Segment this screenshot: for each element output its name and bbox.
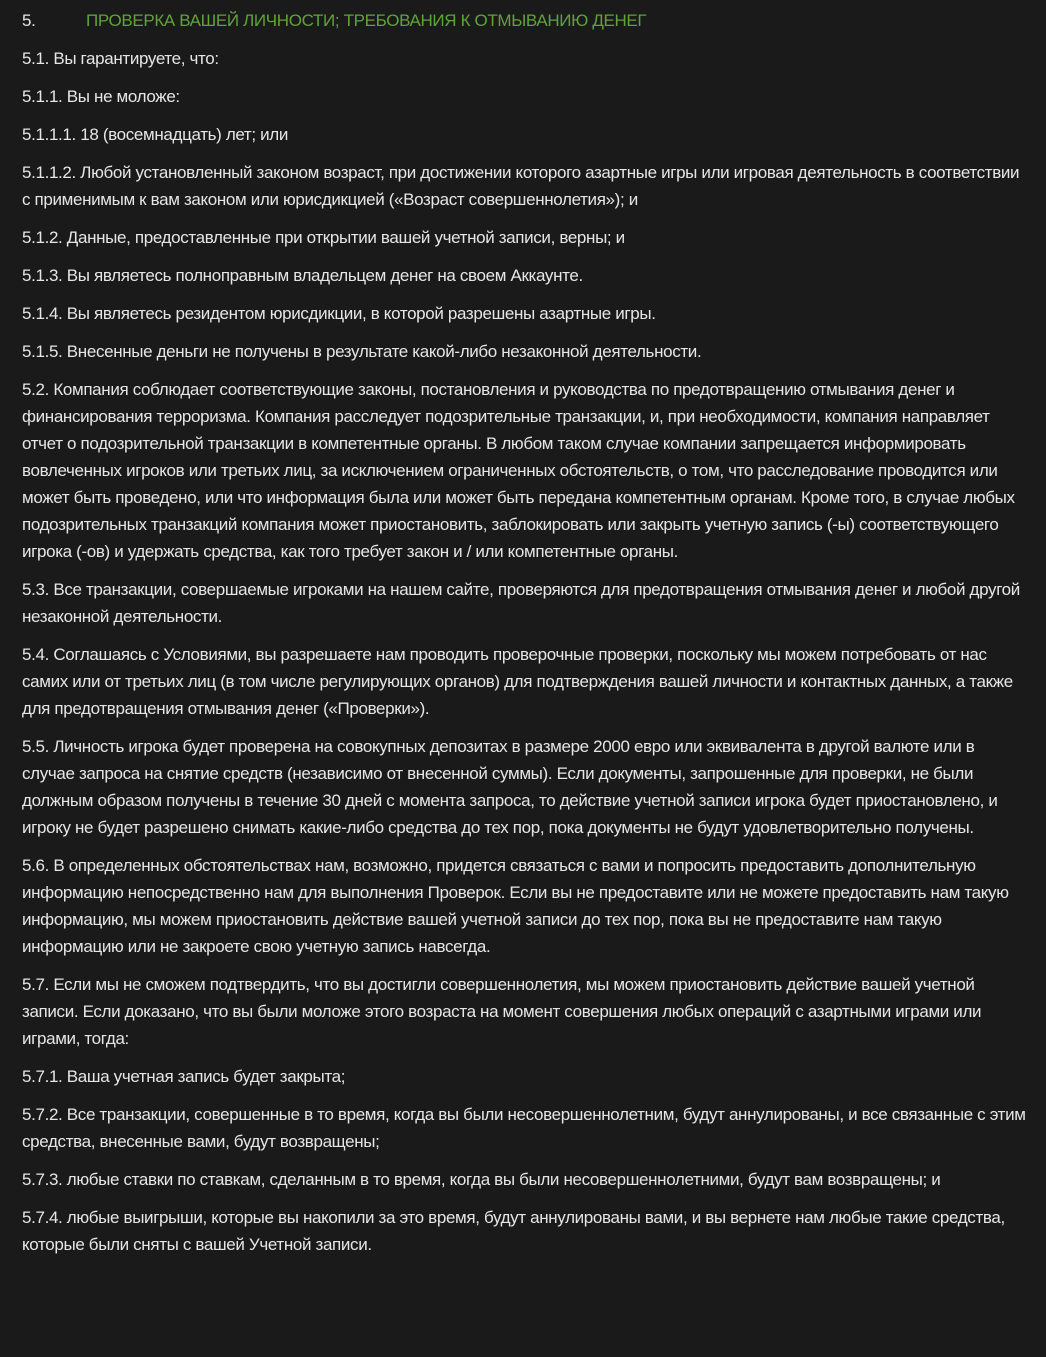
clause-5-1-3: 5.1.3. Вы являетесь полноправным владельцем денег на своем Аккаунте.	[22, 266, 583, 285]
clause-5-1-1-1: 5.1.1.1. 18 (восемнадцать) лет; или	[22, 125, 288, 144]
clause-5-7-2: 5.7.2. Все транзакции, совершенные в то время, когда вы были несовершеннолетним, будут аннулированы, и все связанные с этим средства, внесенные вами, будут возвращены;	[22, 1105, 1026, 1151]
section-title: ПРОВЕРКА ВАШЕЙ ЛИЧНОСТИ; ТРЕБОВАНИЯ К ОТМЫВАНИЮ ДЕНЕГ	[86, 11, 647, 30]
section-number: 5.	[22, 11, 36, 30]
clause-5-5: 5.5. Личность игрока будет проверена на совокупных депозитах в размере 2000 евро или эквивалента в другой валюте или в случае запроса на снятие средств (независимо от внесенной суммы). Если документы, запрошенные для проверки, не были должным образом получены в течение 30 дней с момента запроса, то действие учетной записи игрока будет приостановлено, и игроку не будет разрешено снимать какие-либо средства до тех пор, пока документы не будут удовлетворительно получены.	[22, 737, 998, 837]
clause-5-1-1: 5.1.1. Вы не моложе:	[22, 87, 180, 106]
clause-5-2: 5.2. Компания соблюдает соответствующие законы, постановления и руководства по предотвращению отмывания денег и финансирования терроризма. Компания расследует подозрительные транзакции, и, при необходимости, компания направляет отчет о подозрительной транзакции в компетентные органы. В любом таком случае компании запрещается информировать вовлеченных игроков или третьих лиц, за исключением ограниченных обстоятельств, о том, что расследование проводится или может быть проведено, или что информация была или может быть передана компетентным органам. Кроме того, в случае любых подозрительных транзакций компания может приостановить, заблокировать или закрыть учетную запись (-ы) соответствующего игрока (-ов) и удержать средства, как того требует закон и / или компетентные органы.	[22, 380, 1015, 561]
clause-5-1-5: 5.1.5. Внесенные деньги не получены в результате какой-либо незаконной деятельности.	[22, 342, 702, 361]
clause-5-1-4: 5.1.4. Вы являетесь резидентом юрисдикции, в которой разрешены азартные игры.	[22, 304, 656, 323]
clause-5-7-3: 5.7.3. любые ставки по ставкам, сделанным в то время, когда вы были несовершеннолетними, будут вам возвращены; и	[22, 1170, 941, 1189]
section-heading	[22, 7, 1026, 34]
clause-5-7-1: 5.7.1. Ваша учетная запись будет закрыта;	[22, 1067, 346, 1086]
clause-5-7: 5.7. Если мы не сможем подтвердить, что вы достигли совершеннолетия, мы можем приостановить действие вашей учетной записи. Если доказано, что вы были моложе этого возраста на момент совершения любых операций с азартными играми или играми, тогда:	[22, 975, 982, 1048]
clause-5-7-4: 5.7.4. любые выигрыши, которые вы накопили за это время, будут аннулированы вами, и вы вернете нам любые такие средства, которые были сняты с вашей Учетной записи.	[22, 1208, 1005, 1254]
clause-5-4: 5.4. Соглашаясь с Условиями, вы разрешаете нам проводить проверочные проверки, поскольку мы можем потребовать от нас самих или от третьих лиц (в том числе регулирующих органов) для подтверждения вашей личности и контактных данных, а также для предотвращения отмывания денег («Проверки»).	[22, 645, 1013, 718]
clause-5-6: 5.6. В определенных обстоятельствах нам, возможно, придется связаться с вами и попросить предоставить дополнительную информацию непосредственно нам для выполнения Проверок. Если вы не предоставите или не можете предоставить нам такую информацию, мы можем приостановить действие вашей учетной записи до тех пор, пока вы не предоставите нам такую информацию или не закроете свою учетную запись навсегда.	[22, 856, 1009, 956]
clause-5-1-2: 5.1.2. Данные, предоставленные при открытии вашей учетной записи, верны; и	[22, 228, 625, 247]
clause-5-3: 5.3. Все транзакции, совершаемые игроками на нашем сайте, проверяются для предотвращения отмывания денег и любой другой незаконной деятельности.	[22, 580, 1020, 626]
clause-5-1: 5.1. Вы гарантируете, что:	[22, 49, 219, 68]
clause-5-1-1-2: 5.1.1.2. Любой установленный законом возраст, при достижении которого азартные игры или игровая деятельность в соответствии с применимым к вам законом или юрисдикцией («Возраст совершеннолетия»); и	[22, 163, 1020, 209]
